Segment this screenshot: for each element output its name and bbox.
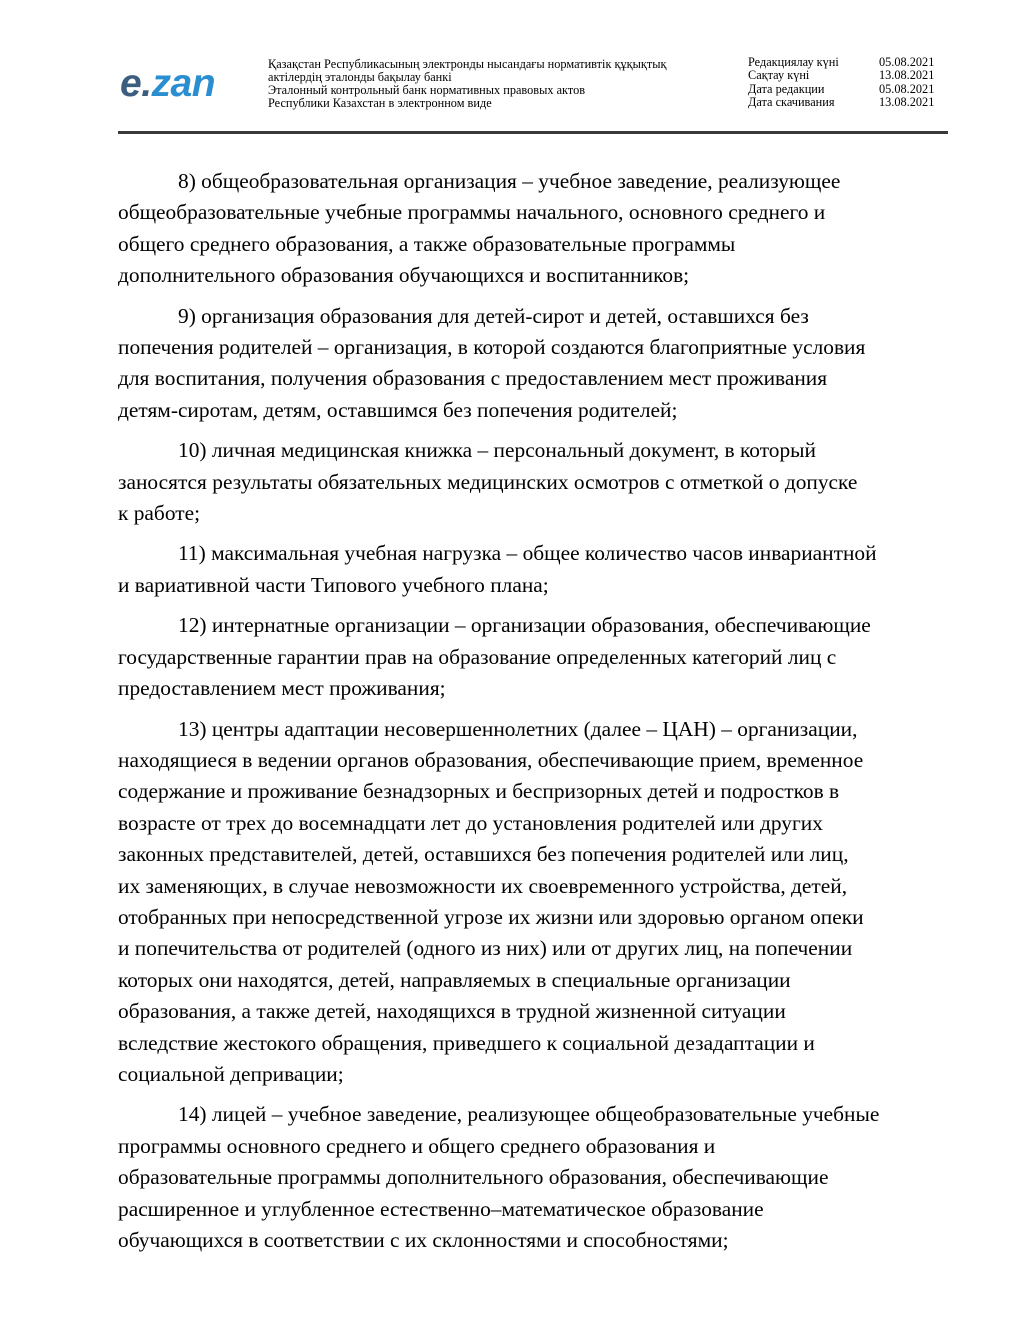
- logo-dot: .: [141, 62, 152, 105]
- ezan-logo[interactable]: [120, 64, 215, 103]
- bank-line: Қазақстан Республикасының электронды нысандағы нормативтік құқықтық: [268, 57, 667, 71]
- date-value: 05.08.2021: [879, 55, 935, 69]
- document-body: [118, 166, 948, 1265]
- logo-zan: zan: [151, 62, 216, 105]
- bank-description: [268, 58, 718, 110]
- definition-paragraph: 12) интернатные организации – организации образования, обеспечивающие государственные гарантии прав на образование определенных категорий лиц с предоставлением мест проживания;: [118, 613, 871, 701]
- date-label: Дата скачивания: [748, 94, 835, 109]
- date-label: Дата редакции: [748, 81, 825, 96]
- date-label: Редакциялау күні: [748, 55, 839, 69]
- bank-line: Эталонный контрольный банк нормативных правовых актов: [268, 83, 586, 97]
- definition-paragraph: 8) общеобразовательная организация – учебное заведение, реализующее общеобразовательные учебные программы начального, основного среднего и общего среднего образования, а также образовательные программы дополнительного образования обучающихся и воспитанников;: [118, 169, 841, 288]
- date-value: 05.08.2021: [879, 81, 935, 96]
- date-row: [748, 56, 943, 69]
- bank-line: актілердің эталонды бақылау банкі: [268, 70, 452, 84]
- bank-line: Республики Казахстан в электронном виде: [268, 96, 492, 110]
- logo-e: e: [120, 62, 142, 105]
- definition-paragraph: 9) организация образования для детей-сирот и детей, оставшихся без попечения родителей – организация, в которой создаются благоприятные условия для воспитания, получения образования с предоставлением мест проживания детям-сиротам, детям, оставшимся без попечения родителей;: [118, 303, 866, 422]
- document-dates: [748, 56, 943, 109]
- date-row: [748, 83, 943, 96]
- definition-paragraph: 11) максимальная учебная нагрузка – общее количество часов инвариантной и вариативной части Типового учебного плана;: [118, 541, 877, 597]
- date-row: [748, 96, 943, 109]
- date-value: 13.08.2021: [879, 68, 935, 83]
- date-value: 13.08.2021: [879, 94, 935, 109]
- date-label: Сақтау күні: [748, 68, 810, 83]
- definition-paragraph: 14) лицей – учебное заведение, реализующее общеобразовательные учебные программы основного среднего и общего среднего образования и образовательные программы дополнительного образования, обеспечивающие расширенное и углубленное естественно–математическое образование обучающихся в соответствии с их склонностями и способностями;: [118, 1102, 880, 1252]
- definition-paragraph: 13) центры адаптации несовершеннолетних (далее – ЦАН) – организации, находящиеся в ведении органов образования, обеспечивающие прием, временное содержание и проживание безнадзорных и беспризорных детей и подростков в возрасте от трех до восемнадцати лет до установления родителей или других законных представителей, детей, оставшихся без попечения родителей или лиц, их заменяющих, в случае невозможности их своевременного устройства, детей, отобранных при непосредственной угрозе их жизни или здоровью органом опеки и попечительства от родителей (одного из них) или от других лиц, на попечении которых они находятся, детей, направляемых в специальные организации образования, а также детей, находящихся в трудной жизненной ситуации вследствие жестокого обращения, приведшего к социальной дезадаптации и социальной депривации;: [118, 716, 864, 1086]
- date-row: [748, 69, 943, 82]
- definition-paragraph: 10) личная медицинская книжка – персональный документ, в который заносятся результаты обязательных медицинских осмотров с отметкой о допуске к работе;: [118, 438, 858, 526]
- document-header: [118, 52, 948, 134]
